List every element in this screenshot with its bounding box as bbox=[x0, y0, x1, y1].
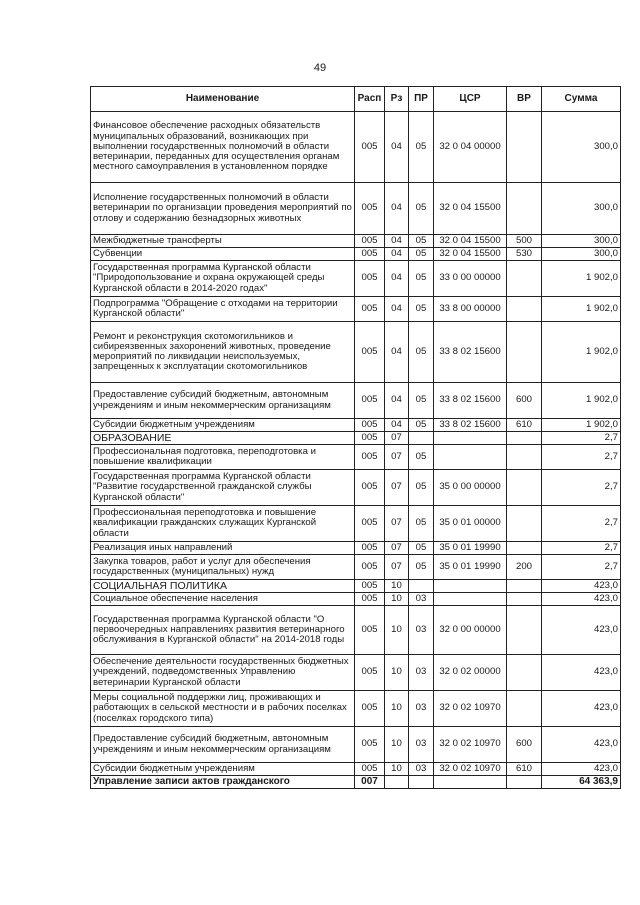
row-vr bbox=[507, 112, 542, 183]
table-row bbox=[91, 183, 621, 235]
row-sum: 1 902,0 bbox=[542, 261, 621, 297]
row-vr bbox=[507, 183, 542, 235]
table-row bbox=[91, 432, 621, 445]
row-sum: 423,0 bbox=[542, 606, 621, 655]
table-header-row bbox=[91, 87, 621, 112]
row-pr: 03 bbox=[409, 691, 434, 727]
row-vr bbox=[507, 322, 542, 383]
row-name: Субсидии бюджетным учреждениям bbox=[91, 419, 355, 432]
row-sum: 300,0 bbox=[542, 235, 621, 248]
row-rz: 10 bbox=[385, 763, 409, 776]
table-row bbox=[91, 112, 621, 183]
row-csr: 32 0 02 10970 bbox=[434, 691, 507, 727]
row-csr: 32 0 02 10970 bbox=[434, 763, 507, 776]
row-sum: 423,0 bbox=[542, 655, 621, 691]
row-rz: 07 bbox=[385, 555, 409, 580]
row-name: Государственная программа Курганской области "О первоочередных направлениях развития ветеринарного обслуживания в Курганской области" на 2014-2018 годы bbox=[91, 606, 355, 655]
row-rz: 07 bbox=[385, 445, 409, 470]
header-csr: ЦСР bbox=[434, 87, 507, 112]
row-pr: 05 bbox=[409, 183, 434, 235]
row-vr bbox=[507, 542, 542, 555]
row-pr: 03 bbox=[409, 727, 434, 763]
table-row bbox=[91, 606, 621, 655]
row-csr: 35 0 01 19990 bbox=[434, 555, 507, 580]
table-body bbox=[91, 112, 621, 789]
row-rz: 07 bbox=[385, 432, 409, 445]
row-vr bbox=[507, 580, 542, 593]
row-vr bbox=[507, 655, 542, 691]
budget-table bbox=[90, 86, 621, 789]
row-vr bbox=[507, 470, 542, 506]
row-name: Субвенции bbox=[91, 248, 355, 261]
row-sum: 64 363,9 bbox=[542, 776, 621, 789]
row-name: Социальное обеспечение населения bbox=[91, 593, 355, 606]
row-rasp: 005 bbox=[355, 542, 385, 555]
table-row bbox=[91, 506, 621, 542]
row-vr: 530 bbox=[507, 248, 542, 261]
row-csr bbox=[434, 432, 507, 445]
row-sum: 300,0 bbox=[542, 248, 621, 261]
row-pr: 05 bbox=[409, 112, 434, 183]
table-row bbox=[91, 470, 621, 506]
table-row bbox=[91, 261, 621, 297]
row-csr: 33 8 02 15600 bbox=[434, 322, 507, 383]
row-rz: 10 bbox=[385, 727, 409, 763]
row-pr: 05 bbox=[409, 261, 434, 297]
row-pr: 05 bbox=[409, 235, 434, 248]
row-csr: 35 0 00 00000 bbox=[434, 470, 507, 506]
row-vr bbox=[507, 593, 542, 606]
row-rasp: 007 bbox=[355, 776, 385, 789]
row-pr: 05 bbox=[409, 445, 434, 470]
row-rz: 07 bbox=[385, 506, 409, 542]
row-csr: 33 8 00 00000 bbox=[434, 297, 507, 322]
header-sum: Сумма bbox=[542, 87, 621, 112]
header-vr: ВР bbox=[507, 87, 542, 112]
row-rz: 07 bbox=[385, 542, 409, 555]
table-row bbox=[91, 235, 621, 248]
table-row bbox=[91, 322, 621, 383]
table-row bbox=[91, 776, 621, 789]
row-sum: 1 902,0 bbox=[542, 297, 621, 322]
table-row bbox=[91, 555, 621, 580]
row-name: Финансовое обеспечение расходных обязательств муниципальных образований, возникающих при выполнении государственных полномочий в области ветеринарии, переданных для осуществления органам местного самоуправления в установленном порядке bbox=[91, 112, 355, 183]
row-vr: 200 bbox=[507, 555, 542, 580]
row-rz: 10 bbox=[385, 691, 409, 727]
row-name: Предоставление субсидий бюджетным, автономным учреждениям и иным некоммерческим организациям bbox=[91, 727, 355, 763]
row-csr: 35 0 01 19990 bbox=[434, 542, 507, 555]
row-name: Государственная программа Курганской области "Развитие государственной гражданской службы Курганской области" bbox=[91, 470, 355, 506]
row-pr: 03 bbox=[409, 655, 434, 691]
row-rz: 04 bbox=[385, 297, 409, 322]
row-csr: 32 0 04 15500 bbox=[434, 235, 507, 248]
row-rz: 04 bbox=[385, 261, 409, 297]
header-rz: Рз bbox=[385, 87, 409, 112]
row-pr: 03 bbox=[409, 763, 434, 776]
row-name: Реализация иных направлений bbox=[91, 542, 355, 555]
row-sum: 2,7 bbox=[542, 445, 621, 470]
row-vr bbox=[507, 691, 542, 727]
row-pr bbox=[409, 776, 434, 789]
row-csr bbox=[434, 593, 507, 606]
row-csr bbox=[434, 580, 507, 593]
row-vr bbox=[507, 506, 542, 542]
row-rasp: 005 bbox=[355, 383, 385, 419]
row-rz: 10 bbox=[385, 580, 409, 593]
row-pr: 05 bbox=[409, 555, 434, 580]
row-pr: 03 bbox=[409, 593, 434, 606]
row-sum: 300,0 bbox=[542, 183, 621, 235]
row-pr: 05 bbox=[409, 383, 434, 419]
row-name: Ремонт и реконструкция скотомогильников и сибиреязвенных захоронений животных, проведение мероприятий по ликвидации неиспользуемых, запрещенных к эксплуатации скотомогильников bbox=[91, 322, 355, 383]
row-rasp: 005 bbox=[355, 655, 385, 691]
row-vr bbox=[507, 261, 542, 297]
row-rasp: 005 bbox=[355, 297, 385, 322]
row-rz: 04 bbox=[385, 322, 409, 383]
row-name: Подпрограмма "Обращение с отходами на территории Курганской области" bbox=[91, 297, 355, 322]
row-name: Закупка товаров, работ и услуг для обеспечения государственных (муниципальных) нужд bbox=[91, 555, 355, 580]
row-pr: 05 bbox=[409, 419, 434, 432]
row-csr: 32 0 04 15500 bbox=[434, 248, 507, 261]
row-rasp: 005 bbox=[355, 606, 385, 655]
row-name: Профессиональная переподготовка и повышение квалификации гражданских служащих Курганской области bbox=[91, 506, 355, 542]
row-vr bbox=[507, 297, 542, 322]
row-pr: 05 bbox=[409, 322, 434, 383]
row-name: Субсидии бюджетным учреждениям bbox=[91, 763, 355, 776]
row-vr bbox=[507, 776, 542, 789]
row-name: Обеспечение деятельности государственных бюджетных учреждений, подведомственных Управлению ветеринарии Курганской области bbox=[91, 655, 355, 691]
row-csr: 33 8 02 15600 bbox=[434, 383, 507, 419]
row-vr: 600 bbox=[507, 727, 542, 763]
row-csr bbox=[434, 776, 507, 789]
row-csr: 35 0 01 00000 bbox=[434, 506, 507, 542]
row-name: Межбюджетные трансферты bbox=[91, 235, 355, 248]
table-row bbox=[91, 445, 621, 470]
row-rasp: 005 bbox=[355, 432, 385, 445]
row-rz: 04 bbox=[385, 235, 409, 248]
row-pr: 03 bbox=[409, 606, 434, 655]
row-rasp: 005 bbox=[355, 261, 385, 297]
row-csr: 32 0 04 00000 bbox=[434, 112, 507, 183]
row-vr bbox=[507, 445, 542, 470]
row-sum: 2,7 bbox=[542, 470, 621, 506]
row-rasp: 005 bbox=[355, 419, 385, 432]
row-vr bbox=[507, 432, 542, 445]
header-pr: ПР bbox=[409, 87, 434, 112]
row-rasp: 005 bbox=[355, 691, 385, 727]
row-rasp: 005 bbox=[355, 183, 385, 235]
row-rz: 04 bbox=[385, 383, 409, 419]
row-vr: 500 bbox=[507, 235, 542, 248]
row-sum: 1 902,0 bbox=[542, 419, 621, 432]
row-sum: 423,0 bbox=[542, 593, 621, 606]
row-csr: 32 0 00 00000 bbox=[434, 606, 507, 655]
row-name: ОБРАЗОВАНИЕ bbox=[91, 432, 355, 445]
row-rasp: 005 bbox=[355, 727, 385, 763]
table-row bbox=[91, 383, 621, 419]
row-rasp: 005 bbox=[355, 593, 385, 606]
row-sum: 2,7 bbox=[542, 542, 621, 555]
row-pr: 05 bbox=[409, 248, 434, 261]
header-name: Наименование bbox=[91, 87, 355, 112]
row-sum: 1 902,0 bbox=[542, 383, 621, 419]
row-rz: 10 bbox=[385, 606, 409, 655]
table-row bbox=[91, 691, 621, 727]
row-sum: 2,7 bbox=[542, 432, 621, 445]
row-rz: 04 bbox=[385, 112, 409, 183]
table-row bbox=[91, 580, 621, 593]
table-row bbox=[91, 419, 621, 432]
row-rz: 10 bbox=[385, 655, 409, 691]
row-sum: 300,0 bbox=[542, 112, 621, 183]
row-rz: 04 bbox=[385, 419, 409, 432]
page-number: 49 bbox=[313, 62, 327, 74]
row-csr: 32 0 04 15500 bbox=[434, 183, 507, 235]
row-rasp: 005 bbox=[355, 506, 385, 542]
row-csr: 33 8 02 15600 bbox=[434, 419, 507, 432]
row-rasp: 005 bbox=[355, 580, 385, 593]
row-csr: 32 0 02 00000 bbox=[434, 655, 507, 691]
row-sum: 423,0 bbox=[542, 763, 621, 776]
row-pr: 05 bbox=[409, 542, 434, 555]
row-sum: 2,7 bbox=[542, 506, 621, 542]
row-rasp: 005 bbox=[355, 112, 385, 183]
row-rz: 04 bbox=[385, 248, 409, 261]
table-row bbox=[91, 542, 621, 555]
row-name: Управление записи актов гражданского bbox=[91, 776, 355, 789]
row-pr: 05 bbox=[409, 297, 434, 322]
row-rasp: 005 bbox=[355, 470, 385, 506]
row-sum: 1 902,0 bbox=[542, 322, 621, 383]
row-rz: 10 bbox=[385, 593, 409, 606]
row-vr bbox=[507, 606, 542, 655]
row-name: Меры социальной поддержки лиц, проживающих и работающих в сельской местности и в рабочих поселках (поселках городского типа) bbox=[91, 691, 355, 727]
row-vr: 600 bbox=[507, 383, 542, 419]
table-row bbox=[91, 655, 621, 691]
table-row bbox=[91, 248, 621, 261]
table-row bbox=[91, 727, 621, 763]
row-vr: 610 bbox=[507, 763, 542, 776]
row-pr bbox=[409, 580, 434, 593]
row-rasp: 005 bbox=[355, 322, 385, 383]
row-sum: 2,7 bbox=[542, 555, 621, 580]
row-csr: 32 0 02 10970 bbox=[434, 727, 507, 763]
row-csr bbox=[434, 445, 507, 470]
row-rz: 07 bbox=[385, 470, 409, 506]
table-row bbox=[91, 297, 621, 322]
row-pr: 05 bbox=[409, 470, 434, 506]
row-name: Государственная программа Курганской области "Природопользование и охрана окружающей среды Курганской области в 2014-2020 годах" bbox=[91, 261, 355, 297]
row-pr bbox=[409, 432, 434, 445]
row-pr: 05 bbox=[409, 506, 434, 542]
row-rasp: 005 bbox=[355, 445, 385, 470]
row-csr: 33 0 00 00000 bbox=[434, 261, 507, 297]
row-sum: 423,0 bbox=[542, 691, 621, 727]
row-name: СОЦИАЛЬНАЯ ПОЛИТИКА bbox=[91, 580, 355, 593]
row-rz: 04 bbox=[385, 183, 409, 235]
row-rasp: 005 bbox=[355, 235, 385, 248]
row-vr: 610 bbox=[507, 419, 542, 432]
row-name: Предоставление субсидий бюджетным, автономным учреждениям и иным некоммерческим организациям bbox=[91, 383, 355, 419]
row-sum: 423,0 bbox=[542, 727, 621, 763]
row-name: Исполнение государственных полномочий в области ветеринарии по организации проведения мероприятий по отлову и содержанию безнадзорных животных bbox=[91, 183, 355, 235]
table-row bbox=[91, 763, 621, 776]
row-rasp: 005 bbox=[355, 248, 385, 261]
row-sum: 423,0 bbox=[542, 580, 621, 593]
row-rasp: 005 bbox=[355, 555, 385, 580]
row-rasp: 005 bbox=[355, 763, 385, 776]
row-name: Профессиональная подготовка, переподготовка и повышение квалификации bbox=[91, 445, 355, 470]
row-rz bbox=[385, 776, 409, 789]
header-rasp: Расп bbox=[355, 87, 385, 112]
table-row bbox=[91, 593, 621, 606]
